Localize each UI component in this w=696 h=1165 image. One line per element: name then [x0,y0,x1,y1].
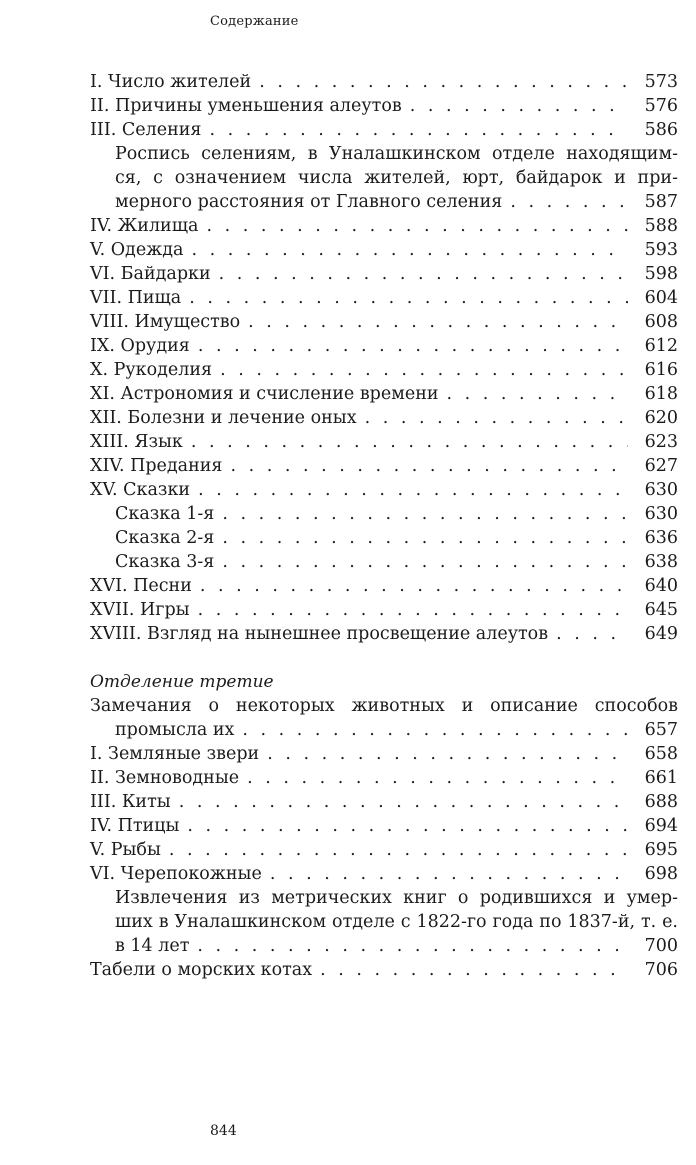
toc-leader-dots [198,598,628,622]
toc-entry [90,742,678,766]
toc-leader-dots [259,70,628,94]
toc-entry [90,838,678,862]
toc-leader-dots [200,574,628,598]
toc-entry [90,718,678,742]
toc-entry-title: IV. Птицы [90,816,180,836]
toc-leader-dots [410,94,628,118]
toc-entry-title: мерного расстояния от Главного селения [115,192,503,212]
toc-entry-page: 573 [644,72,678,92]
toc-entry-title: XII. Болезни и лечение оных [90,408,357,428]
toc-leader-dots [169,838,628,862]
toc-leader-dots [197,934,628,958]
toc-entry-title: Сказка 2-я [115,528,215,548]
toc-entry-title: X. Рукоделия [90,360,213,380]
toc-subentry [90,934,678,958]
toc-entry-page: 698 [644,864,678,884]
toc-entry [90,214,678,238]
toc-leader-dots [192,238,629,262]
toc-entry [90,598,678,622]
toc-subentry-line: Роспись селениям, в Уналашкинском отделе находящим- [115,144,678,164]
toc-entry [90,358,678,382]
toc-entry [90,94,678,118]
toc-entry-title: V. Одежда [90,240,184,260]
toc-entry-title: IX. Орудия [90,336,190,356]
toc-entry-page: 620 [644,408,678,428]
toc-entry-title: в 14 лет [115,936,190,956]
toc-leader-dots [189,286,628,310]
toc-subentry [90,526,678,550]
toc-entry-page: 657 [644,720,678,740]
toc-leader-dots [179,790,628,814]
toc-leader-dots [222,502,628,526]
toc-leader-dots [270,862,628,886]
toc-entry-page: 640 [644,576,678,596]
toc-entry-page: 706 [644,960,678,980]
toc-subentry-line: ся, с означением числа жителей, юрт, байдарок и при- [115,168,678,188]
toc-leader-dots [247,766,628,790]
toc-leader-dots [198,334,628,358]
toc-subentry [90,550,678,574]
toc-entry-title: XIV. Предания [90,456,223,476]
toc-leader-dots [198,478,628,502]
toc-entry-title: V. Рыбы [90,840,161,860]
toc-entry-line: Замечания о некоторых животных и описание способов [90,696,678,716]
table-of-contents [90,70,678,982]
toc-entry-title: VI. Байдарки [90,264,211,284]
toc-entry-title: XVII. Игры [90,600,190,620]
toc-entry-page: 630 [644,504,678,524]
toc-entry-page: 593 [644,240,678,260]
toc-entry-page: 608 [644,312,678,332]
toc-entry [90,406,678,430]
toc-entry-title: XV. Сказки [90,480,191,500]
section-heading: Отделение третие [90,672,274,692]
toc-entry-title: III. Киты [90,792,171,812]
toc-subentry-line: ших в Уналашкинском отделе с 1822-го года по 1837-й, т. е. [115,912,678,932]
toc-entry [90,382,678,406]
toc-entry [90,334,678,358]
toc-entry [90,454,678,478]
page-number: 844 [210,1123,237,1139]
toc-entry-page: 695 [644,840,678,860]
toc-entry-page: 645 [644,600,678,620]
toc-entry [90,766,678,790]
toc-leader-dots [219,262,628,286]
toc-entry-title: I. Число жителей [90,72,252,92]
toc-entry [90,574,678,598]
toc-leader-dots [220,358,628,382]
running-head: Содержание [210,14,299,29]
toc-leader-dots [365,406,628,430]
toc-entry-page: 612 [644,336,678,356]
toc-entry-page: 586 [644,120,678,140]
toc-entry-page: 576 [644,96,678,116]
toc-leader-dots [222,526,628,550]
toc-entry-title: VI. Черепокожные [90,864,262,884]
toc-entry-title: XVI. Песни [90,576,192,596]
toc-entry-page: 658 [644,744,678,764]
toc-entry-title: I. Земляные звери [90,744,260,764]
toc-leader-dots [187,814,628,838]
toc-entry-page: 598 [644,264,678,284]
toc-leader-dots [209,118,628,142]
toc-leader-dots [267,742,628,766]
toc-entry-title: Сказка 3-я [115,552,215,572]
toc-leader-dots [242,718,628,742]
toc-entry-page: 623 [644,432,678,452]
toc-leader-dots [222,550,628,574]
toc-entry-page: 636 [644,528,678,548]
toc-entry [90,814,678,838]
toc-entry-page: 638 [644,552,678,572]
toc-subentry-line: Извлечения из метрических книг о родившихся и умер- [115,888,678,908]
toc-entry-title: Сказка 1-я [115,504,215,524]
toc-subentry [90,502,678,526]
toc-leader-dots [510,190,628,214]
toc-leader-dots [230,454,628,478]
toc-entry [90,622,678,646]
toc-entry [90,262,678,286]
toc-subentry [90,190,678,214]
toc-entry [90,862,678,886]
toc-entry-page: 604 [644,288,678,308]
toc-entry-page: 688 [644,792,678,812]
toc-entry-page: 630 [644,480,678,500]
toc-entry [90,958,678,982]
toc-entry-title: IV. Жилища [90,216,199,236]
toc-entry-page: 700 [644,936,678,956]
toc-entry-title: Табели о морских котах [90,960,313,980]
toc-leader-dots [447,382,628,406]
toc-entry-title: XIII. Язык [90,432,183,452]
toc-entry [90,478,678,502]
toc-entry-page: 616 [644,360,678,380]
toc-entry [90,286,678,310]
toc-entry-title: II. Земноводные [90,768,240,788]
toc-entry-page: 587 [644,192,678,212]
toc-entry-page: 694 [644,816,678,836]
toc-entry-page: 588 [644,216,678,236]
toc-entry-title: XVIII. Взгляд на нынешнее просвещение алеутов [90,624,549,644]
toc-entry-title: VII. Пища [90,288,182,308]
toc-entry [90,310,678,334]
toc-entry [90,238,678,262]
toc-entry [90,790,678,814]
toc-leader-dots [248,310,628,334]
toc-leader-dots [320,958,628,982]
toc-entry [90,118,678,142]
toc-leader-dots [191,430,628,454]
toc-entry [90,70,678,94]
toc-entry-page: 661 [644,768,678,788]
toc-entry-title: промысла их [115,720,235,740]
toc-entry-title: XI. Астрономия и счисление времени [90,384,439,404]
toc-entry-title: VIII. Имущество [90,312,241,332]
toc-leader-dots [556,622,628,646]
toc-entry-page: 618 [644,384,678,404]
toc-entry-title: II. Причины уменьшения алеутов [90,96,402,116]
toc-entry [90,430,678,454]
toc-leader-dots [206,214,628,238]
toc-entry-title: III. Селения [90,120,202,140]
toc-entry-page: 627 [644,456,678,476]
toc-entry-page: 649 [644,624,678,644]
